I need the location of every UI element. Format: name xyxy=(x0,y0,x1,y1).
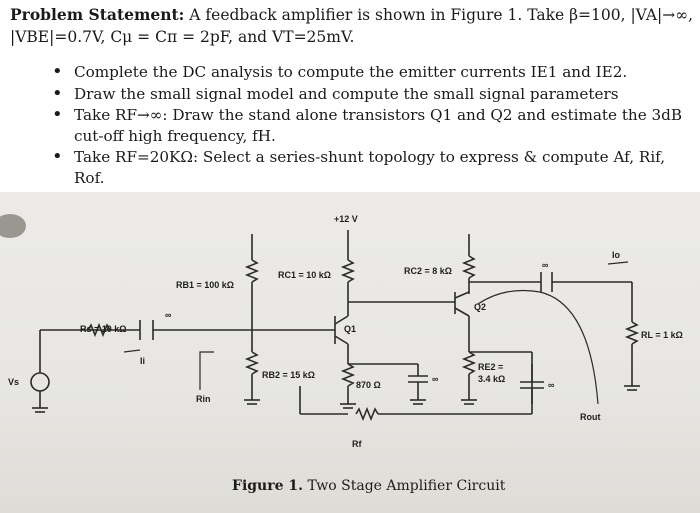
rs-label: Rs = 10 kΩ xyxy=(80,324,127,334)
task-item-small-signal: • Draw the small signal model and compute the small signal parameters xyxy=(52,84,692,105)
caption-number: Figure 1. xyxy=(232,478,303,494)
cap-infinity-1: ∞ xyxy=(165,310,172,320)
rf-label: Rf xyxy=(352,439,362,449)
q2-label: Q2 xyxy=(474,302,487,312)
rb1-label: RB1 = 100 kΩ xyxy=(176,280,234,290)
rin-label: Rin xyxy=(196,394,211,404)
rout-label: Rout xyxy=(580,412,601,422)
rc1-label: RC1 = 10 kΩ xyxy=(278,270,331,280)
circuit-photo xyxy=(0,192,700,513)
task-list xyxy=(52,62,692,189)
smudge-mark xyxy=(0,214,26,238)
rl-label: RL = 1 kΩ xyxy=(641,330,683,340)
task-item-frequency: • Take RF→∞: Draw the stand alone transistors Q1 and Q2 and estimate the 3dB cut-off high frequency, fH. xyxy=(52,105,692,146)
vcc-label: +12 V xyxy=(334,214,358,224)
caption-text: Two Stage Amplifier Circuit xyxy=(303,478,506,494)
task-item-dc: • Complete the DC analysis to compute the emitter currents IE1 and IE2. xyxy=(52,62,692,83)
figure-caption xyxy=(232,478,505,494)
circuit-diagram xyxy=(0,192,700,513)
cap-infinity-2: ∞ xyxy=(432,374,439,384)
re1-label: 870 Ω xyxy=(356,380,381,390)
cap-infinity-4: ∞ xyxy=(542,260,549,270)
io-label: Io xyxy=(612,250,620,260)
problem-line-1 xyxy=(10,4,694,26)
q1-label: Q1 xyxy=(344,324,357,334)
re2-label-top: RE2 = xyxy=(478,362,504,372)
problem-text-1: A feedback amplifier is shown in Figure 1. Take β=100, |VA|→∞, xyxy=(184,6,694,24)
re2-label-bottom: 3.4 kΩ xyxy=(478,374,506,384)
rc2-label: RC2 = 8 kΩ xyxy=(404,266,452,276)
problem-statement xyxy=(10,4,694,48)
task-item-feedback: • Take RF=20KΩ: Select a series-shunt topology to express & compute Af, Rif, Rof. xyxy=(52,147,692,188)
ii-label: Ii xyxy=(140,356,146,366)
cap-infinity-3: ∞ xyxy=(548,380,555,390)
problem-heading: Problem Statement: xyxy=(10,5,185,24)
rb2-label: RB2 = 15 kΩ xyxy=(262,370,315,380)
problem-line-2: |VBE|=0.7V, Cμ = Cπ = 2pF, and VT=25mV. xyxy=(10,28,355,46)
vs-label: Vs xyxy=(8,377,20,387)
